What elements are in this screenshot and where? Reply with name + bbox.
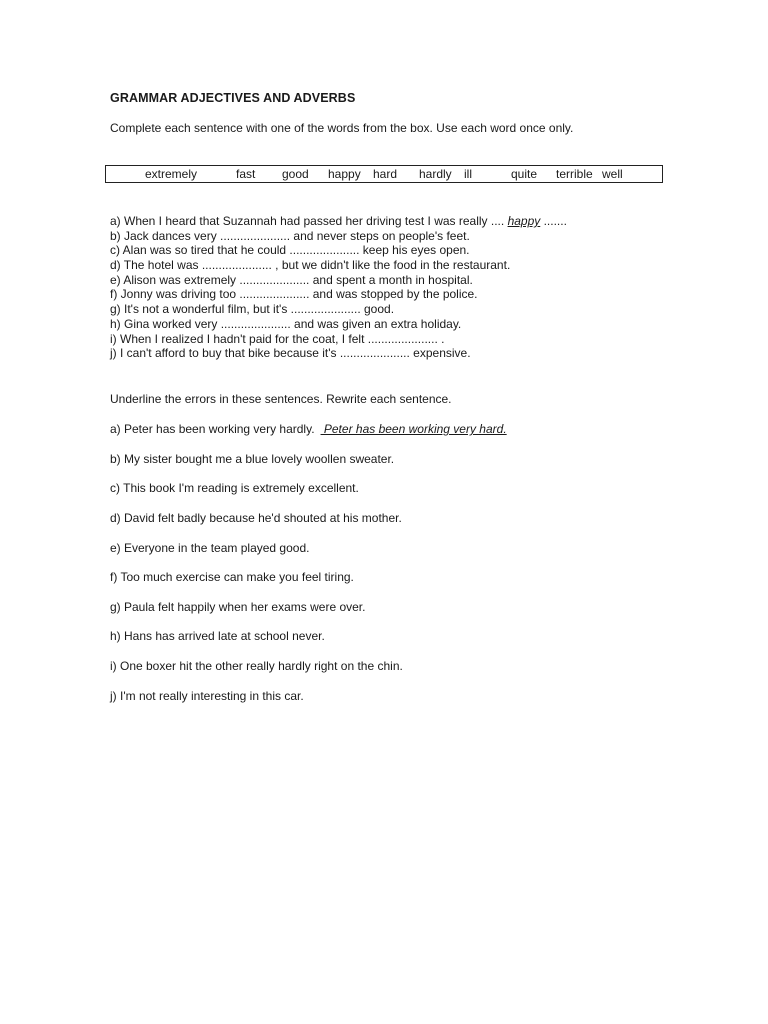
word-box-word: quite [511,167,538,181]
word-box-word: fast [236,167,256,181]
word-box-word: extremely [145,167,198,181]
exercise1-item-text: h) Gina worked very ..................... and was given an extra holiday. [110,316,462,331]
exercise2-item-text: a) Peter has been working very hardly. [110,422,315,436]
exercise2-item [110,570,354,584]
exercise1-item-text: d) The hotel was ..................... , but we didn't like the food in the restaurant. [110,258,511,273]
exercise2-item-text: g) Paula felt happily when her exams were over. [110,600,366,614]
exercise2-item-text: c) This book I'm reading is extremely excellent. [110,481,359,495]
instruction-text: Complete each sentence with one of the words from the box. Use each word once only. [110,121,574,135]
exercise2-item-text: j) I'm not really interesting in this car. [110,689,304,703]
word-box-word: happy [328,167,361,181]
page-title: GRAMMAR ADJECTIVES AND ADVERBS [110,91,356,105]
exercise1-item-text: f) Jonny was driving too ..................... and was stopped by the police. [110,287,478,302]
exercise1-list [110,214,567,361]
word-box-word: ill [464,167,472,181]
exercise1-item-text: c) Alan was so tired that he could ..................... keep his eyes open. [110,243,470,258]
exercise1-item-text: g) It's not a wonderful film, but it's ..................... good. [110,302,395,317]
exercise1-item [110,243,567,258]
exercise1-item-answer: happy [507,214,541,228]
exercise1-item-text: i) When I realized I hadn't paid for the coat, I felt ..................... . [110,331,445,346]
exercise1-item-text: j) I can't afford to buy that bike because it's ..................... expensive. [110,346,471,361]
word-box-word: terrible [556,167,593,181]
exercise1-item [110,317,567,332]
exercise1-item [110,346,567,361]
exercise1-item [110,229,567,244]
exercise2-item-text: f) Too much exercise can make you feel tiring. [110,570,354,584]
exercise2-item [110,511,402,525]
exercise2-item [110,422,507,436]
exercise2-item-text: d) David felt badly because he'd shouted at his mother. [110,511,402,525]
word-box-word: hard [373,167,398,181]
exercise1-item-after: ....... [540,214,567,228]
word-box-word: good [282,167,309,181]
exercise2-item-answer: Peter has been working very hard. [320,422,507,436]
exercise2-item [110,629,325,643]
exercise2-item [110,541,309,555]
word-box-word: well [602,167,623,181]
exercise1-item-text: e) Alison was extremely ..................... and spent a month in hospital. [110,272,473,287]
exercise2-item-text: b) My sister bought me a blue lovely woollen sweater. [110,452,395,466]
word-box [105,165,663,183]
exercise1-item [110,332,567,347]
exercise1-item-text: b) Jack dances very ..................... and never steps on people's feet. [110,228,470,243]
exercise2-item-text: h) Hans has arrived late at school never. [110,629,325,643]
exercise2-item-text: e) Everyone in the team played good. [110,541,310,555]
exercise1-item [110,287,567,302]
exercise2-item [110,481,359,495]
exercise2-item [110,659,403,673]
instruction2-text: Underline the errors in these sentences. Rewrite each sentence. [110,392,452,406]
word-box-word: hardly [419,167,452,181]
exercise1-item [110,214,567,229]
exercise2-item [110,452,394,466]
exercise1-item [110,273,567,288]
exercise2-item [110,689,304,703]
exercise1-item [110,302,567,317]
exercise2-item [110,600,365,614]
exercise1-item-text: a) When I heard that Suzannah had passed her driving test I was really .... [110,214,508,228]
exercise2-item-text: i) One boxer hit the other really hardly right on the chin. [110,659,403,673]
exercise1-item [110,258,567,273]
